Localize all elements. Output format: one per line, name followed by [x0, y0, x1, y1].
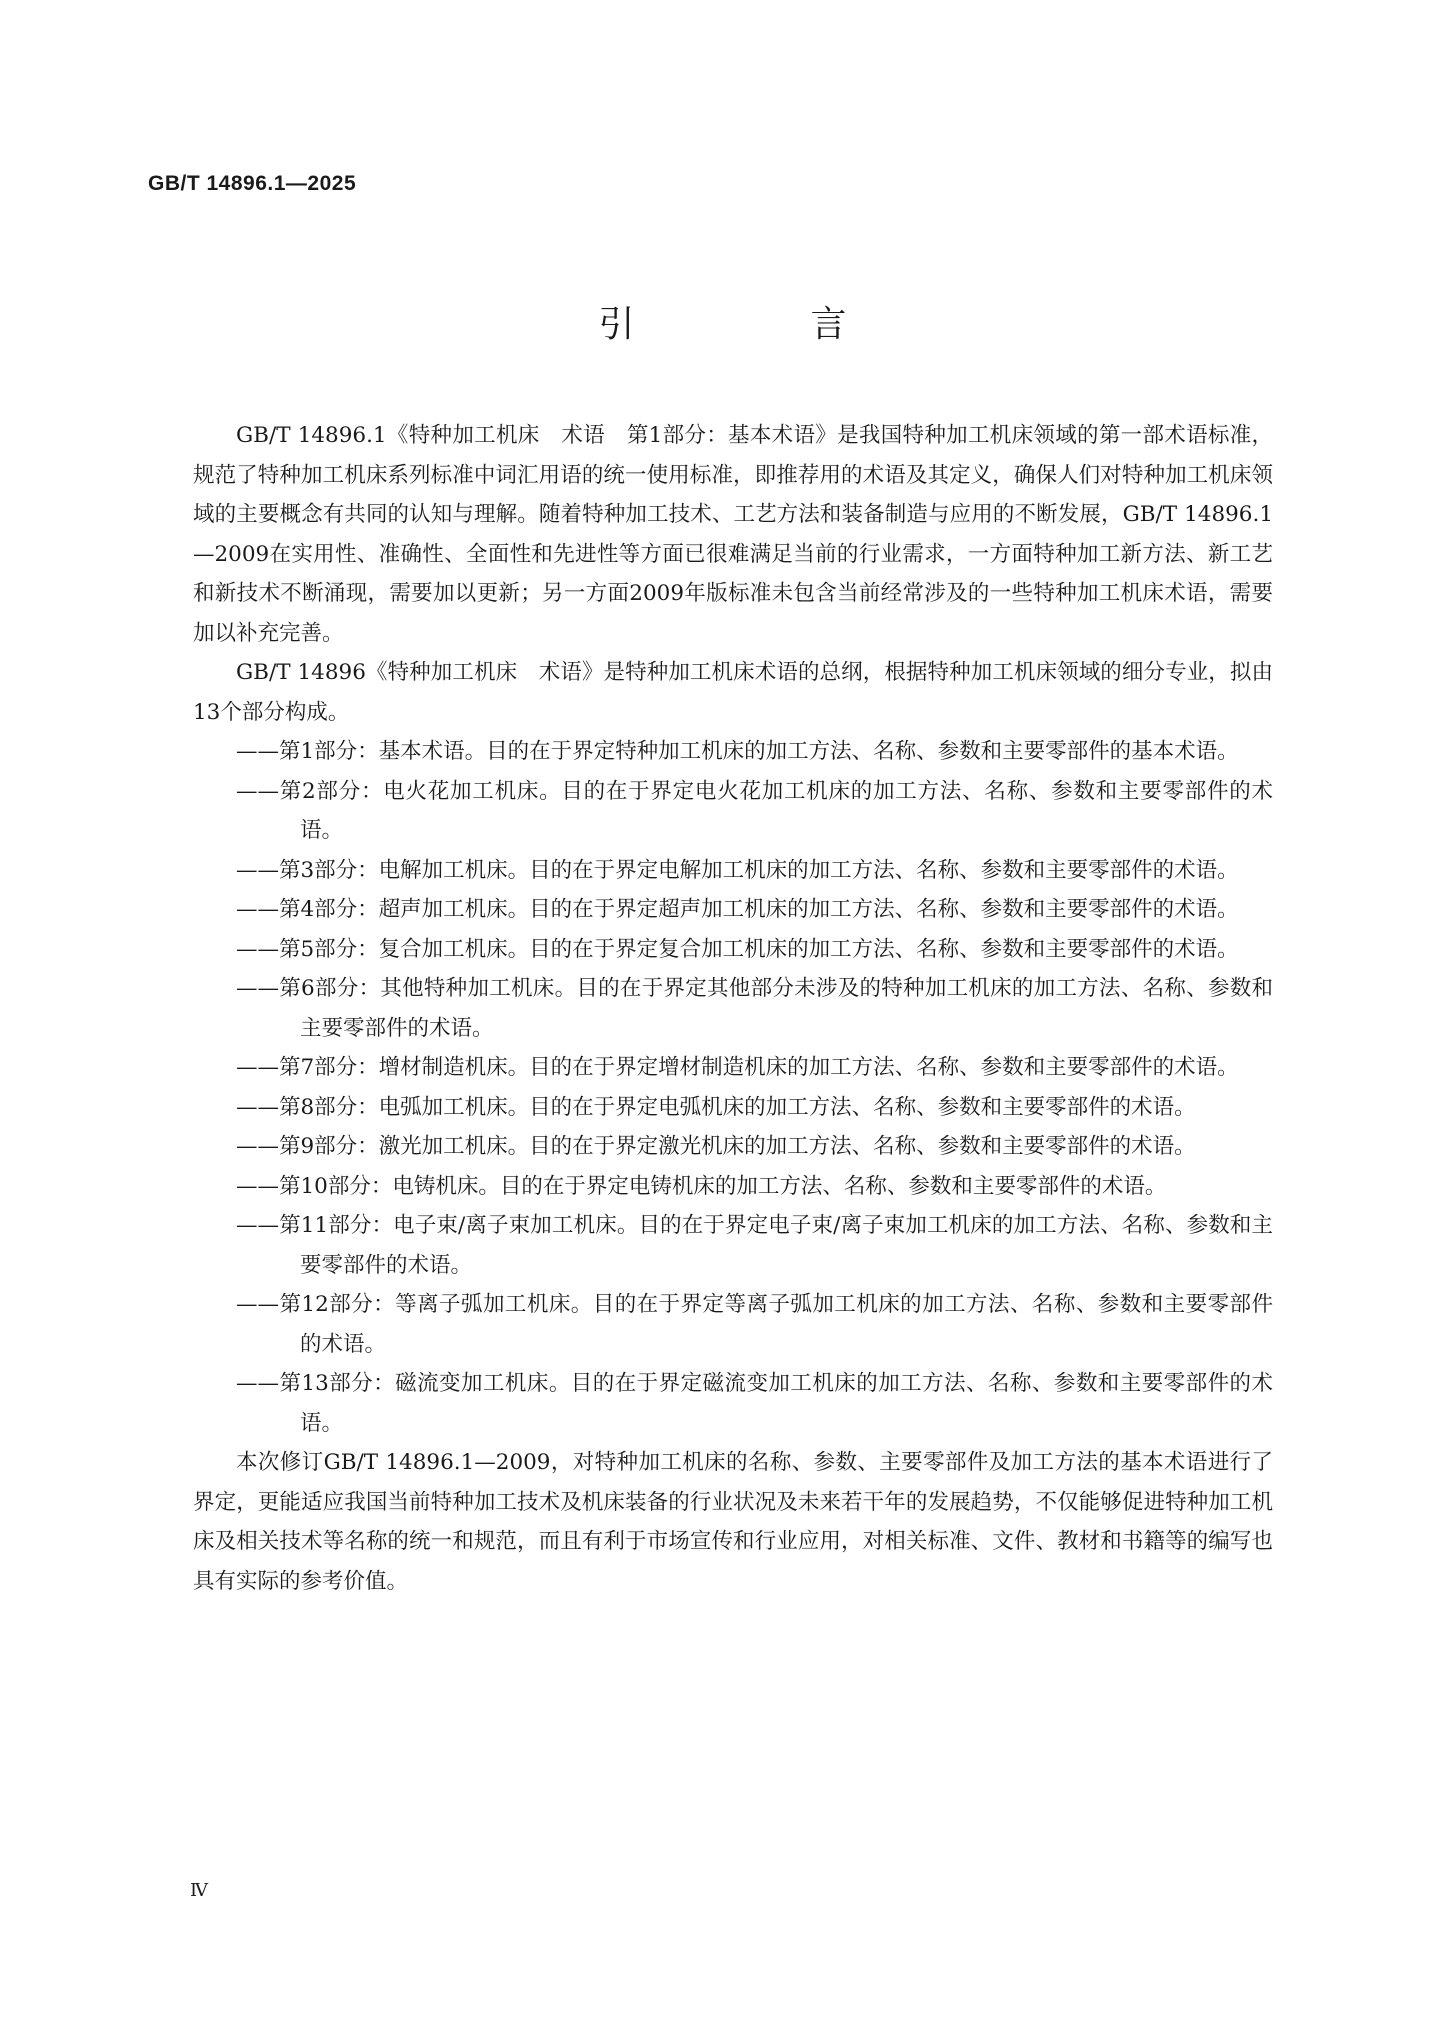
list-item-part-2: ——第2部分：电火花加工机床。目的在于界定电火花加工机床的加工方法、名称、参数和主要零部件的术语。 [236, 778, 1273, 843]
closing-paragraph: 本次修订GB/T 14896.1—2009，对特种加工机床的名称、参数、主要零部件及加工方法的基本术语进行了界定，更能适应我国当前特种加工技术及机床装备的行业状况及未来若干年的发展趋势，不仅能够促进特种加工机床及相关技术等名称的统一和规范，而且有利于市场宣传和行业应用，对相关标准、文件、教材和书籍等的编写也具有实际的参考价值。 [193, 1450, 1273, 1594]
list-item-part-11: ——第11部分：电子束/离子束加工机床。目的在于界定电子束/离子束加工机床的加工方法、名称、参数和主要零部件的术语。 [236, 1213, 1273, 1278]
list-item-part-6: ——第6部分：其他特种加工机床。目的在于界定其他部分未涉及的特种加工机床的加工方法、名称、参数和主要零部件的术语。 [236, 976, 1273, 1041]
list-item-part-7: ——第7部分：增材制造机床。目的在于界定增材制造机床的加工方法、名称、参数和主要零部件的术语。 [236, 1055, 1239, 1080]
list-item-part-3: ——第3部分：电解加工机床。目的在于界定电解加工机床的加工方法、名称、参数和主要零部件的术语。 [236, 857, 1239, 883]
section-title: 引 言 [598, 304, 917, 345]
document-code: GB/T 14896.1—2025 [148, 172, 357, 195]
list-item-part-8: ——第8部分：电弧加工机床。目的在于界定电弧机床的加工方法、名称、参数和主要零部件的术语。 [236, 1094, 1196, 1120]
page-number: Ⅳ [190, 1880, 208, 1901]
list-item-part-9: ——第9部分：激光加工机床。目的在于界定激光机床的加工方法、名称、参数和主要零部件的术语。 [236, 1134, 1196, 1159]
document-body [193, 416, 1273, 1601]
intro-paragraph: GB/T 14896.1《特种加工机床 术语 第1部分：基本术语》是我国特种加工机床领域的第一部术语标准，规范了特种加工机床系列标准中词汇用语的统一使用标准，即推荐用的术语及其定义，确保人们对特种加工机床领域的主要概念有共同的认知与理解。随着特种加工技术、工艺方法和装备制造与应用的不断发展，GB/T 14896.1—2009在实用性、准确性、全面性和先进性等方面已很难满足当前的行业需求，一方面特种加工新方法、新工艺和新技术不断涌现，需要加以更新；另一方面2009年版标准未包含当前经常涉及的一些特种加工机床术语，需要加以补充完善。 [193, 423, 1273, 646]
list-item-part-10: ——第10部分：电铸机床。目的在于界定电铸机床的加工方法、名称、参数和主要零部件的术语。 [236, 1173, 1167, 1199]
list-item-part-1: ——第1部分：基本术语。目的在于界定特种加工机床的加工方法、名称、参数和主要零部件的基本术语。 [236, 739, 1239, 764]
structure-paragraph: GB/T 14896《特种加工机床 术语》是特种加工机床术语的总纲，根据特种加工机床领域的细分专业，拟由13个部分构成。 [193, 660, 1273, 725]
list-item-part-4: ——第4部分：超声加工机床。目的在于界定超声加工机床的加工方法、名称、参数和主要零部件的术语。 [236, 897, 1239, 922]
list-item-part-13: ——第13部分：磁流变加工机床。目的在于界定磁流变加工机床的加工方法、名称、参数和主要零部件的术语。 [236, 1371, 1273, 1436]
list-item-part-12: ——第12部分：等离子弧加工机床。目的在于界定等离子弧加工机床的加工方法、名称、参数和主要零部件的术语。 [236, 1292, 1273, 1357]
list-item-part-5: ——第5部分：复合加工机床。目的在于界定复合加工机床的加工方法、名称、参数和主要零部件的术语。 [236, 936, 1239, 962]
